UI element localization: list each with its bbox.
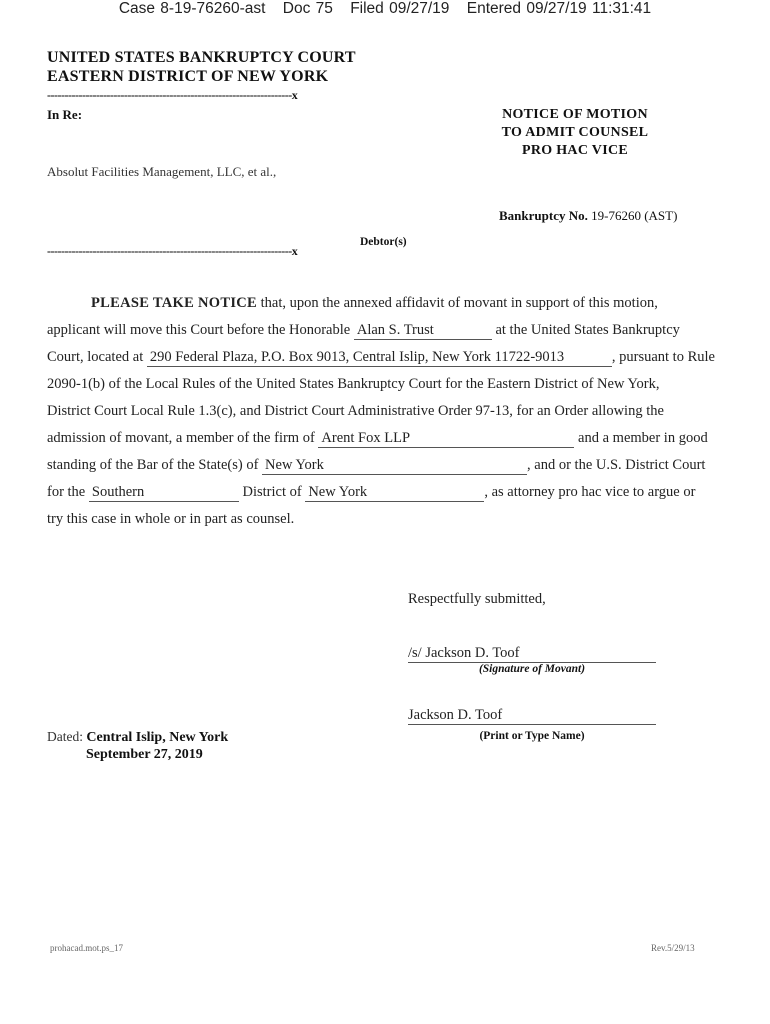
state-field: New York <box>262 458 527 475</box>
dated-label: Dated: <box>47 729 83 744</box>
entered-date: Entered 09/27/19 11:31:41 <box>466 0 652 17</box>
signature-value: /s/ Jackson D. Toof <box>408 645 520 661</box>
footer-form-id: prohacad.mot.ps_17 <box>50 943 123 953</box>
firm-field: Arent Fox LLP <box>318 431 574 448</box>
body-line-7: standing of the Bar of the State(s) of New York , and or the U.S. District Court <box>47 457 706 473</box>
judge-field: Alan S. Trust <box>354 323 492 340</box>
in-re-label: In Re: <box>47 107 83 122</box>
doc-number: Doc 75 <box>282 0 333 17</box>
printed-name-value: Jackson D. Toof <box>408 707 503 723</box>
caption-rule-bottom: ----------------------------------------------------------------------x <box>47 244 298 258</box>
body-line-4: 2090-1(b) of the Local Rules of the United States Bankruptcy Court for the Eastern District of New York, <box>47 376 660 392</box>
body-line-9: try this case in whole or in part as counsel. <box>47 511 295 527</box>
case-number: Case 8-19-76260-ast <box>118 0 266 17</box>
debtor-label: Debtor(s) <box>360 236 407 248</box>
printed-name-caption: (Print or Type Name) <box>479 730 585 742</box>
district-state-field: New York <box>305 485 484 502</box>
bankruptcy-number-value: 19-76260 (AST) <box>591 208 678 223</box>
respectfully-submitted: Respectfully submitted, <box>408 591 546 607</box>
bankruptcy-number <box>499 208 677 224</box>
signature-line <box>408 645 656 663</box>
please-take-notice: PLEASE TAKE NOTICE <box>91 295 258 311</box>
body-line-1: PLEASE TAKE NOTICE that, upon the annexed affidavit of movant in support of this motion, <box>91 295 658 311</box>
motion-title-line2: TO ADMIT COUNSEL <box>501 125 649 140</box>
body-line-6: admission of movant, a member of the firm of Arent Fox LLP and a member in good <box>47 430 708 446</box>
caption-rule-top: ----------------------------------------------------------------------x <box>47 88 298 102</box>
dated-place: Central Islip, New York <box>86 730 229 745</box>
court-name-line2: EASTERN DISTRICT OF NEW YORK <box>47 68 329 85</box>
debtor-name: Absolut Facilities Management, LLC, et al., <box>47 164 277 179</box>
location-field: 290 Federal Plaza, P.O. Box 9013, Central Islip, New York 11722-9013 <box>147 350 612 367</box>
footer-revision: Rev.5/29/13 <box>651 943 695 953</box>
dated-block <box>47 729 228 746</box>
filing-stamp <box>0 0 770 18</box>
body-line-3: Court, located at 290 Federal Plaza, P.O. Box 9013, Central Islip, New York 11722-9013 , pursuant to Rule <box>47 349 715 365</box>
signature-caption: (Signature of Movant) <box>478 663 586 675</box>
printed-name-line <box>408 707 656 725</box>
court-name-line1: UNITED STATES BANKRUPTCY COURT <box>47 49 356 66</box>
motion-title <box>470 106 680 160</box>
bankruptcy-number-label: Bankruptcy No. <box>499 208 588 223</box>
body-line-2: applicant will move this Court before the Honorable Alan S. Trust at the United States Bankruptcy <box>47 322 680 338</box>
dated-date: September 27, 2019 <box>86 747 203 762</box>
filed-date: Filed 09/27/19 <box>350 0 450 17</box>
body-line-8: for the Southern District of New York , as attorney pro hac vice to argue or <box>47 484 696 500</box>
motion-title-line1: NOTICE OF MOTION <box>502 107 648 122</box>
district-direction-field: Southern <box>89 485 239 502</box>
body-line-5: District Court Local Rule 1.3(c), and District Court Administrative Order 97-13, for an Order allowing the <box>47 403 664 419</box>
motion-title-line3: PRO HAC VICE <box>521 143 629 158</box>
